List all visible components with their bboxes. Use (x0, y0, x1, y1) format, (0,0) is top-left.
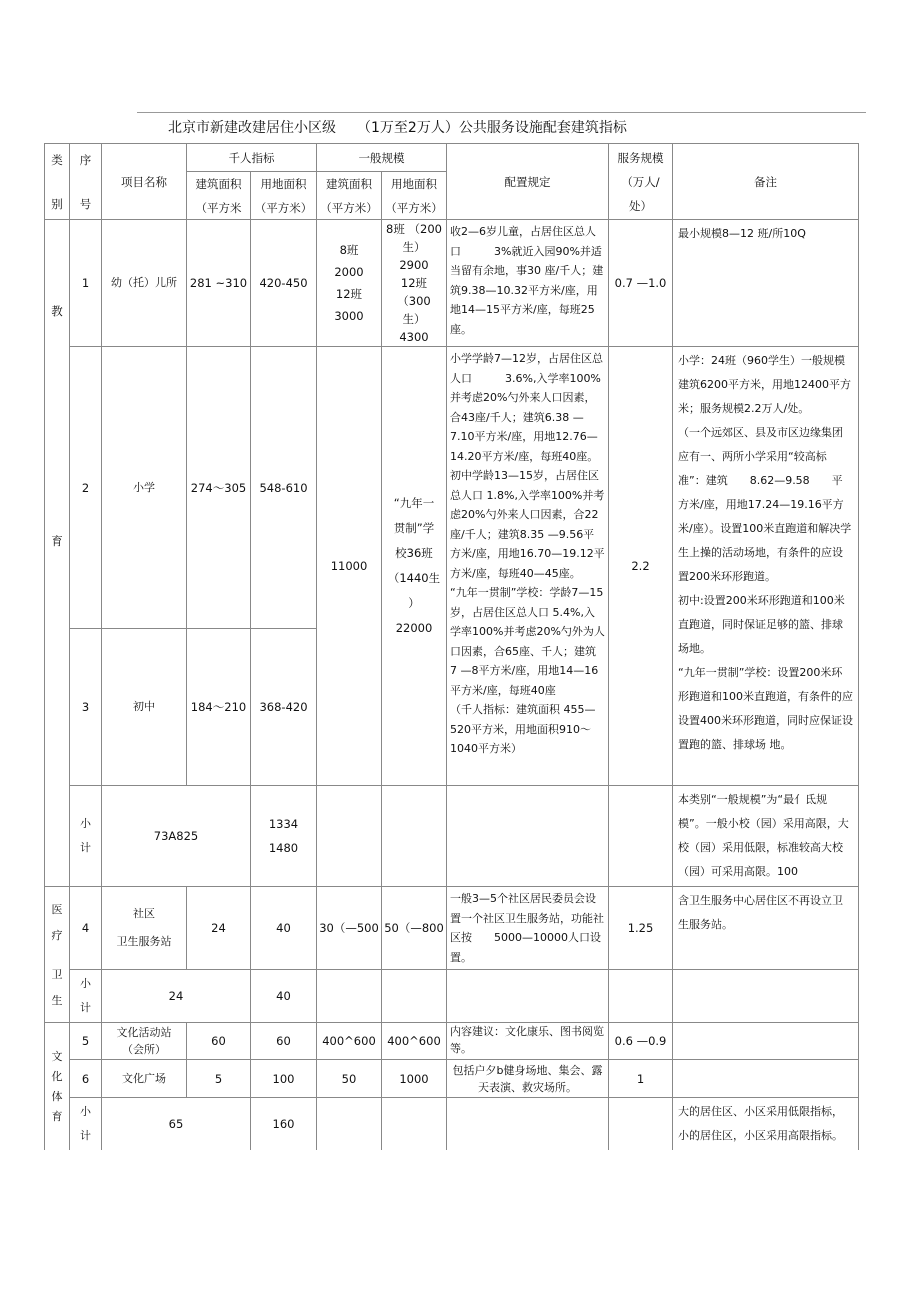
header-category: 类 别 (45, 144, 70, 220)
table-row (45, 1060, 859, 1098)
service-cell: 2.2 (609, 347, 673, 786)
category-char: 教 (51, 304, 63, 318)
header-land-area-general: 用地面积 （平方米） (382, 172, 447, 220)
seq-cell: 6 (70, 1060, 102, 1098)
land-cell: 420-450 (251, 220, 317, 347)
land-cell: 368-420 (251, 629, 317, 786)
remarks-cell: 小学：24班（960学生）一般规模建筑6200平方米，用地12400平方米；服务规模2.2万人/处。 （一个远郊区、县及市区边缘集团应有一、两所小学采用“较高标 准”：建筑 8.62—9.58 平方米/座，用地17.24—19.16平方米/座）。设置100米直跑道和解决学生上操的活动场地，有条件的应设置200米环形跑道。 初中:设置200米环形跑道和100米直跑道，同时保证足够的篮、排球场地。 “九年一贯制”学校：设置200米环形跑道和100米直跑道，有条件的应设置400米环形跑道，同时应保证设置跑的篮、排球场 地。 (673, 347, 859, 786)
subtotal-build: 73A825 (102, 786, 251, 887)
top-rule (137, 112, 866, 113)
land-cell: 40 (251, 887, 317, 970)
seq-cell: 2 (70, 347, 102, 629)
land-cell: 60 (251, 1023, 317, 1060)
name-cell: 社区 卫生服务站 (102, 887, 187, 970)
config-cell: 收2—6岁儿童，占居住区总人口 3%就近入园90%并适当留有余地，事30 座/千人；建筑9.38—10.32平方米/座，用地14—15平方米/座，每班25座。 (447, 220, 609, 347)
category-char: 育 (51, 534, 63, 548)
service-cell: 0.6 —0.9 (609, 1023, 673, 1060)
general-build-cell: 11000 (317, 347, 382, 786)
build-cell: 184～210 (187, 629, 251, 786)
subtotal-land: 40 (251, 970, 317, 1023)
subtotal-label: 小 计 (70, 786, 102, 887)
subtotal-row (45, 786, 859, 887)
header-build-area-general: 建筑面积 （平方米） (317, 172, 382, 220)
seq-cell: 3 (70, 629, 102, 786)
remarks-cell: 大的居住区、小区采用低限指标，小的居住区，小区采用高限指标。 (673, 1098, 859, 1151)
table-row (45, 1023, 859, 1060)
subtotal-label: 小 计 (70, 970, 102, 1023)
header-service: 服务规模 （万人/ 处） (609, 144, 673, 220)
seq-cell: 5 (70, 1023, 102, 1060)
config-cell: 内容建议：文化康乐、图书阅览等。 (447, 1023, 609, 1060)
seq-cell: 1 (70, 220, 102, 347)
config-cell: 一般3—5个社区居民委员会设置一个社区卫生服务站，功能社区按 5000—10000人口设置。 (447, 887, 609, 970)
page-title: 北京市新建改建居住小区级 （1万至2万人）公共服务设施配套建筑指标 (168, 120, 627, 136)
build-cell: 5 (187, 1060, 251, 1098)
table-row (45, 347, 859, 629)
general-build-cell: 50 (317, 1060, 382, 1098)
general-land-cell: 8班 （200 生） 2900 12班 （300 生） 4300 (382, 220, 447, 347)
category-medical: 医 疗 卫 生 (45, 887, 70, 1023)
name-cell: 初中 (102, 629, 187, 786)
land-cell: 100 (251, 1060, 317, 1098)
subtotal-row (45, 970, 859, 1023)
subtotal-land: 1334 1480 (251, 786, 317, 887)
header-build-area: 建筑面积 （平方米 (187, 172, 251, 220)
header-seq: 序 号 (70, 144, 102, 220)
table-row (45, 220, 859, 347)
remarks-cell: 含卫生服务中心居住区不再设立卫生服务站。 (673, 887, 859, 970)
header-land-area: 用地面积 （平方米） (251, 172, 317, 220)
general-land-cell: “九年一 贯制”学 校36班 （1440生 ） 22000 (382, 347, 447, 786)
general-land-cell: 50（—800 (382, 887, 447, 970)
general-land-cell: 1000 (382, 1060, 447, 1098)
name-cell: 幼（托）儿所 (102, 220, 187, 347)
seq-cell: 4 (70, 887, 102, 970)
general-land-cell: 400^600 (382, 1023, 447, 1060)
land-cell: 548-610 (251, 347, 317, 629)
config-cell: 小学学龄7—12岁，占居住区总人口 3.6%,入学率100%并考虑20%勺外来人口因素，合43座/千人；建筑6.38 —7.10平方米/座，用地12.76—14.20平方米/座，每班40座。 初中学龄13—15岁，占居住区总人口 1.8%,入学率100%并考虑20%勺外来人口因素，合22座/千人；建筑8.35 —9.56平方米/座，用地16.70—19.12平方米/座，每班40—45座。 “九年一贯制”学校：学龄7—15岁，占居住区总人口 5.4%,入学率100%并考虑20%勺外为人口因素，合65座、千人；建筑 7 —8平方米/座，用地14—16平方米/座，每班40座 （千人指标：建筑面积 455—520平方米，用地面积910～1040平方米） (447, 347, 609, 786)
name-cell: 文化广场 (102, 1060, 187, 1098)
header-name: 项目名称 (102, 144, 187, 220)
subtotal-row (45, 1098, 859, 1151)
build-cell: 60 (187, 1023, 251, 1060)
subtotal-build: 65 (102, 1098, 251, 1151)
build-cell: 24 (187, 887, 251, 970)
name-cell: 文化活动站 （会所） (102, 1023, 187, 1060)
build-cell: 274～305 (187, 347, 251, 629)
config-cell: 包括户夕b健身场地、集会、露天表演、救灾场所。 (447, 1060, 609, 1098)
category-education (45, 220, 70, 887)
service-cell: 1 (609, 1060, 673, 1098)
subtotal-land: 160 (251, 1098, 317, 1151)
table-row (45, 887, 859, 970)
facilities-table (44, 143, 859, 1150)
remarks-cell: 本类别“一般规模”为“最亻氐规模”。一般小校（园）采用高限，大校（园）采用低限，标准较高大校（园）可采用高限。100 (673, 786, 859, 887)
category-culture: 文 化 体 育 (45, 1023, 70, 1151)
header-remarks: 备注 (673, 144, 859, 220)
name-cell: 小学 (102, 347, 187, 629)
header-config: 配置规定 (447, 144, 609, 220)
header-per-thousand: 千人指标 (187, 144, 317, 172)
service-cell: 1.25 (609, 887, 673, 970)
general-build-cell: 30（—500 (317, 887, 382, 970)
build-cell: 281 ~310 (187, 220, 251, 347)
remarks-cell: 最小规模8—12 班/所10Q (673, 220, 859, 347)
general-build-cell: 400^600 (317, 1023, 382, 1060)
service-cell: 0.7 —1.0 (609, 220, 673, 347)
header-general-scale: 一般规模 (317, 144, 447, 172)
subtotal-label: 小 计 (70, 1098, 102, 1151)
general-build-cell: 8班 2000 12班 3000 (317, 220, 382, 347)
subtotal-build: 24 (102, 970, 251, 1023)
